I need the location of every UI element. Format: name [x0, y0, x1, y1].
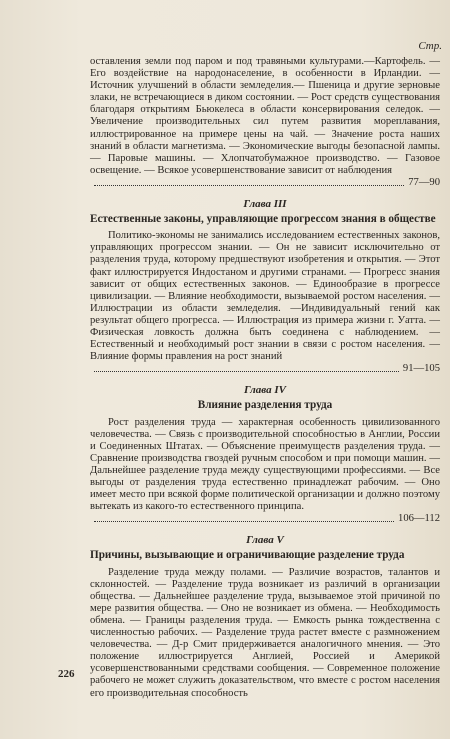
chapter4-label: Глава IV [244, 384, 286, 397]
leader-dots [94, 185, 404, 186]
chapter3-pages-line [90, 363, 440, 375]
page-column-label: Стр. [418, 40, 442, 52]
chapter3-text: Политико-экономы не занимались исследованием естественных законов, управляющих прогрессом знании. — Он не зависит исключительно от разделения труда, которому предшествуют изобретения и открытия. — Этот факт иллюстрируется Индостаном и другими странами. — Прогресс знания зависит от общих естественных законов. — Единообразие в прогрессе цивилизации. — Влияние необходимости, вызываемой ростом населения. — Иллюстрации из области земледелия. —Индивидуальный гений как результат общего прогресса. — Иллюстрация из примера жизни г. Уатта. — Физическая ловкость должна быть соединена с наблюдением. — Естественный и необходимый рост знании в связи с ростом населения. — Влияние формы правления на рост знаний [90, 230, 440, 363]
top-section-pages: 77—90 [408, 176, 440, 188]
top-section-pages-line [90, 177, 440, 189]
chapter3-label: Глава III [243, 198, 287, 211]
top-section-text: оставления земли под паром и под травяными культурами.—Картофель. — Его воздействие на народонаселение, в особенности в Ирландии. — Источник улучшений в области земледелия.— Пшеница и другие зерновые злаки, не встречающиеся в диком состоянии. — Рост средств существования благодаря открытиям Бьюкелеса в области консервирования селедок. — Увеличение производительных сил путем развития мореплавания, иллюстрированное на примере цены на чай. — Значение роста наших знаний в области магнетизма. — Экономические выгоды безопасной лампы. — Паровые машины. — Хлопчатобумажное производство. — Газовое освещение. — Всякое усовершенствование зависит от наблюдения [90, 56, 440, 176]
chapter4-text: Рост разделения труда — характерная особенность цивилизованного человечества. — Связь с производительной способностью в Англии, России и Соединенных Штатах. — Объяснение преимуществ разделения труда. — Сравнение производства гвоздей ручным способом и при помощи машин. — Дальнейшее разделение труда между существующими профессиями. — Все выгоды от разделения труда естественно принадлежат рабочим. — Оно имеет место при всякой форме политической организации и должно поэтому вытекать из какого-то естественного принципа. [90, 416, 440, 513]
page-number: 226 [58, 668, 75, 680]
top-section-entry [90, 56, 440, 177]
chapter4-title: Влияние разделения труда [197, 399, 333, 412]
chapter5-label: Глава V [246, 534, 284, 547]
chapter4-pages: 106—112 [398, 513, 440, 525]
chapter4-pages-line [90, 513, 440, 525]
chapter5-text: Разделение труда между полами. — Различие возрастов, талантов и склонностей. — Разделение труда возникает из различий в организации общества. — Дальнейшее разделение труда, вызываемое этой причиной по мере развития общества. — Оно не возникает из обмена. — Необходимость обмена. — Границы разделения труда. — Емкость рынка тождественна с численностью рабочих. — Разделение труда растет вместе с размножением человечества. — Д-р Смит придерживается аналогичного мнения. — Это положение иллюстрируется Англией, Россией и Америкой усовершенствованными средствами сообщения. — Современное положение рабочего не может служить доказательством, что вместе с ростом населения его производительная способность [90, 566, 440, 699]
chapter5-title: Причины, вызывающие и ограничивающие разделение труда [90, 549, 405, 562]
chapter3-title: Естественные законы, управляющие прогрессом знания в обществе [90, 213, 436, 226]
leader-dots [94, 521, 394, 522]
leader-dots [94, 371, 399, 372]
contents-body [90, 56, 440, 700]
chapter3-pages: 91—105 [402, 363, 440, 375]
